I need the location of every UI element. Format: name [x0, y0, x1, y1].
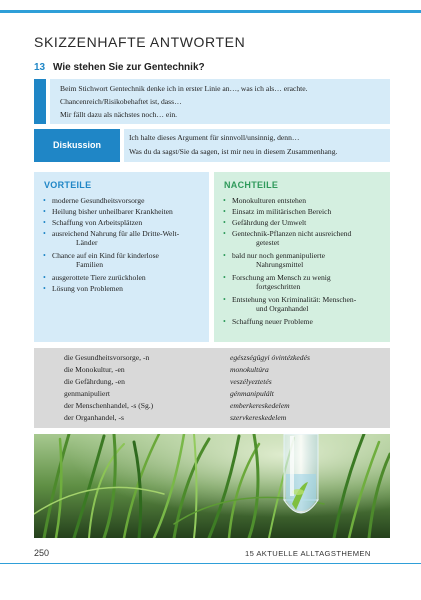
discussion-label: Diskussion	[34, 129, 120, 162]
section-title: SKIZZENHAFTE ANTWORTEN	[34, 34, 246, 50]
question-number: 13	[34, 62, 46, 73]
discussion-box	[124, 129, 390, 162]
list-item: • Heilung bisher unheilbarer Krankheiten	[43, 207, 173, 216]
discussion-line: Was du da sagst/Sie da sagen, ist mir neu in diesem Zusammenhang.	[129, 147, 338, 156]
intro-line: Beim Stichwort Gentechnik denke ich in erster Linie an…, was ich als… erachte.	[60, 84, 308, 93]
vocab-hungarian: génmanipulált	[230, 389, 274, 398]
list-item: • Chance auf ein Kind für kinderlose Familien	[43, 251, 159, 269]
bottom-rule	[0, 563, 421, 564]
intro-box	[50, 79, 390, 124]
discussion-line: Ich halte dieses Argument für sinnvoll/unsinnig, denn…	[129, 133, 300, 142]
list-item: • Gentechnik-Pflanzen nicht ausreichend getestet	[223, 229, 352, 247]
list-item: • moderne Gesundheitsvorsorge	[43, 196, 145, 205]
vocab-hungarian: emberkereskedelem	[230, 401, 290, 410]
intro-stripe	[34, 79, 46, 124]
vocab-hungarian: monokultúra	[230, 365, 269, 374]
list-item: • Entstehung von Kriminalität: Menschen- und Organhandel	[223, 295, 357, 313]
chapter-title: 15 AKTUELLE ALLTAGSTHEMEN	[245, 549, 371, 558]
list-item: • Forschung am Mensch zu wenig fortgeschritten	[223, 273, 331, 291]
vocab-german: die Gefährdung, -en	[64, 377, 125, 386]
list-item: • Lösung von Problemen	[43, 284, 123, 293]
list-item: • Einsatz im militärischen Bereich	[223, 207, 332, 216]
list-item: • Schaffung neuer Probleme	[223, 317, 313, 326]
nachteile-heading: NACHTEILE	[224, 180, 279, 190]
vocab-german: die Monokultur, -en	[64, 365, 125, 374]
vocab-german: genmanipuliert	[64, 389, 110, 398]
vorteile-box	[34, 172, 209, 342]
vorteile-heading: VORTEILE	[44, 180, 92, 190]
vocab-german: die Gesundheitsvorsorge, -n	[64, 353, 150, 362]
vocabulary-box	[34, 348, 390, 428]
intro-line: Mir fällt dazu als nächstes noch… ein.	[60, 110, 178, 119]
grass-test-tube-photo	[34, 434, 390, 538]
top-rule	[0, 10, 421, 13]
page-number: 250	[34, 548, 50, 558]
question-text: Wie stehen Sie zur Gentechnik?	[53, 62, 205, 73]
vocab-hungarian: egészségügyi óvintézkedés	[230, 353, 310, 362]
nachteile-box	[214, 172, 390, 342]
vocab-hungarian: szervkereskedelem	[230, 413, 287, 422]
list-item: • Schaffung von Arbeitsplätzen	[43, 218, 143, 227]
vocab-german: der Menschenhandel, -s (Sg.)	[64, 401, 154, 410]
vocab-hungarian: veszélyeztetés	[230, 377, 272, 386]
list-item: • ausreichend Nahrung für alle Dritte-Welt- Länder	[43, 229, 180, 247]
vocab-german: der Organhandel, -s	[64, 413, 124, 422]
intro-line: Chancenreich/Risikobehaftet ist, dass…	[60, 97, 182, 106]
list-item: • Monokulturen entstehen	[223, 196, 307, 205]
list-item: • Gefährdung der Umwelt	[223, 218, 307, 227]
list-item: • bald nur noch genmanipulierte Nahrungsmittel	[223, 251, 325, 269]
list-item: • ausgerottete Tiere zurückholen	[43, 273, 146, 282]
